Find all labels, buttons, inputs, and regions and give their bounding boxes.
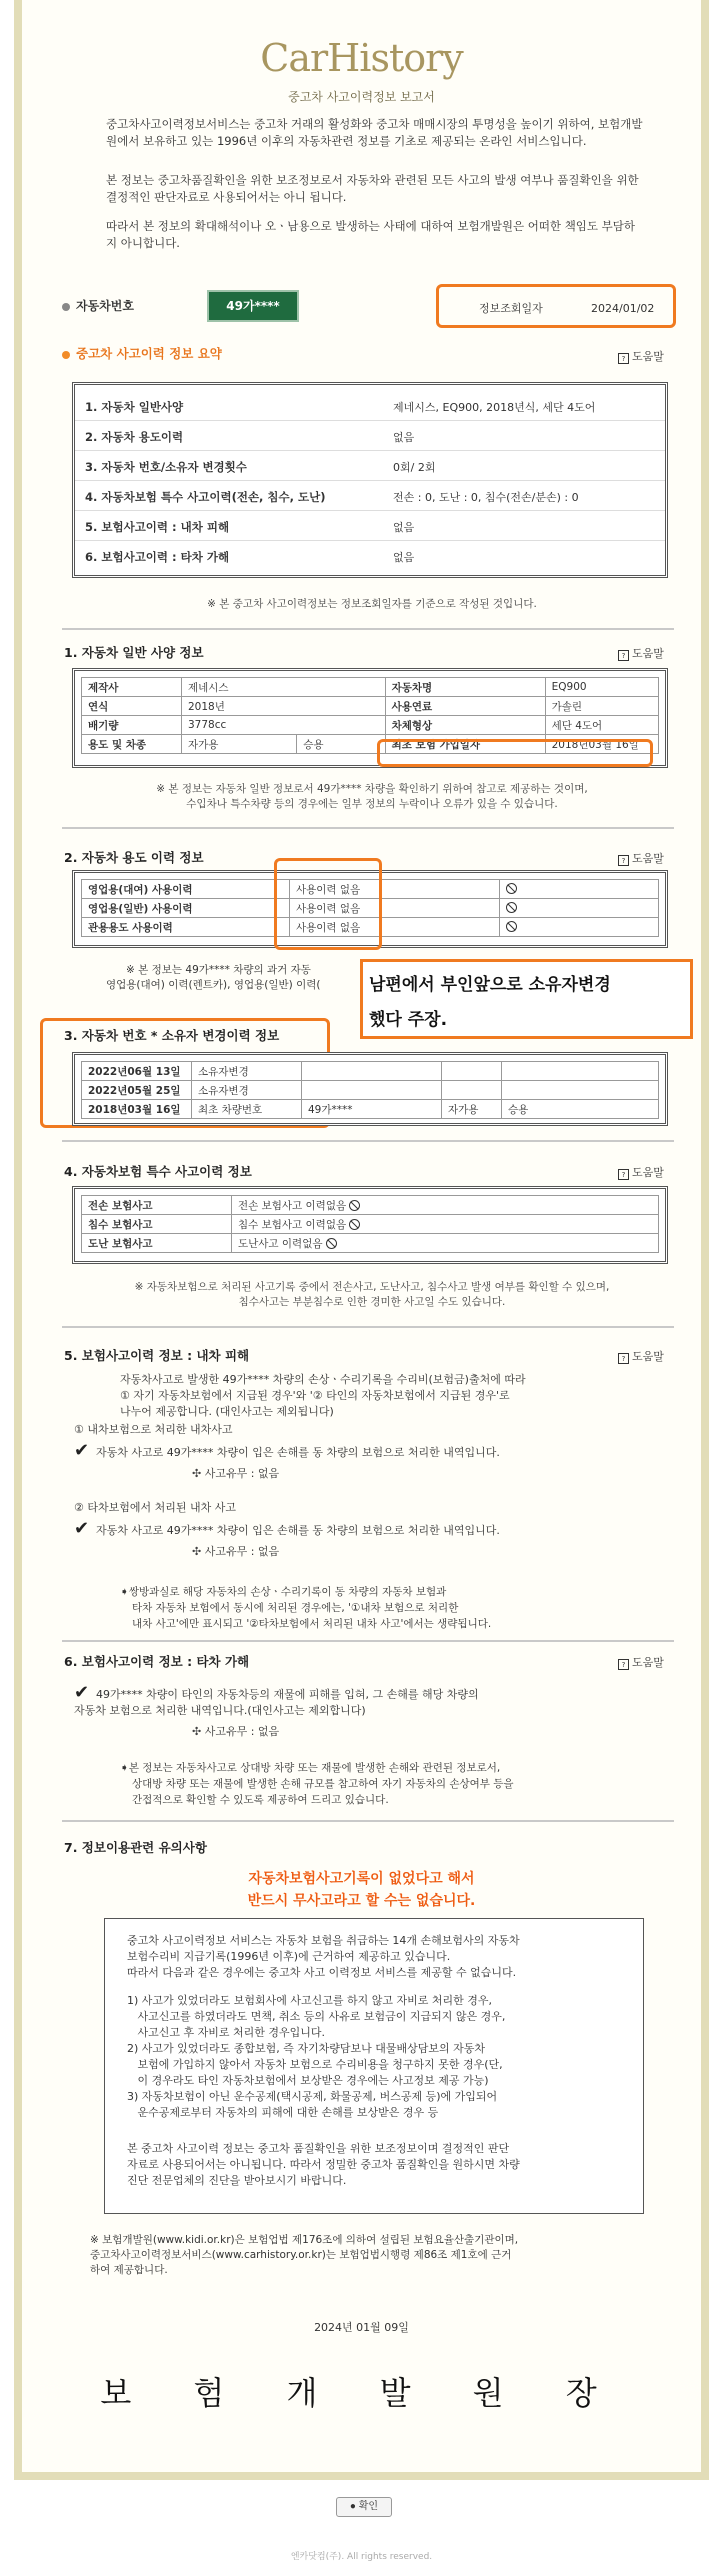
summary-title: 중고차 사고이력 정보 요약: [62, 346, 222, 362]
summary-box: [72, 382, 668, 578]
report-subtitle: 중고차 사고이력정보 보고서: [288, 90, 435, 104]
other-damage-foot-3: 간접적으로 확인할 수 있도록 제공하여 드리고 있습니다.: [132, 1794, 389, 1806]
table-row: 제작사 제네시스 자동차명 EQ900: [82, 678, 659, 697]
summary-row: 3. 자동차 번호/소유자 변경횟수 0회/ 2회: [75, 451, 665, 481]
handwritten-annotation-box: [360, 959, 693, 1039]
none-mark-icon: [349, 1219, 360, 1230]
caution-warning-1: 자동차보험사고기록이 없었다고 해서: [248, 1871, 475, 1887]
table-row: 침수 보험사고 침수 보험사고 이력없음: [82, 1215, 659, 1234]
usage-section-title: 2. 자동차 용도 이력 정보: [64, 850, 204, 865]
own-damage-desc-1: 자동차사고로 발생한 49가**** 차량의 손상ㆍ수리기록을 수리비(보험금)출처에 따라: [120, 1373, 526, 1386]
table-row: 배기량 3778cc 차체형상 세단 4도어: [82, 716, 659, 735]
help-icon: ?: [618, 1659, 629, 1670]
none-mark-icon: [326, 1238, 337, 1249]
table-row: 영업용(일반) 사용이력 사용이력 없음: [82, 899, 659, 918]
table-row: 연식 2018년 사용연료 가솔린: [82, 697, 659, 716]
own-damage-none-2: ✣ 사고유무 : 없음: [192, 1545, 280, 1558]
divider: [62, 1140, 674, 1142]
summary-row: 2. 자동차 용도이력 없음: [75, 421, 665, 451]
caution-text: 보험수리비 지급기록(1996년 이후)에 근거하여 제공하고 있습니다.: [127, 1950, 451, 1963]
caution-text: 보험에 가입하지 않아서 자동차 보험으로 수리비용을 청구하지 못한 경우(단,: [127, 2058, 503, 2071]
usage-note-1: ※ 본 정보는 49가**** 차량의 과거 자동: [126, 964, 311, 976]
table-row: 도난 보험사고 도난사고 이력없음: [82, 1234, 659, 1253]
confirm-button[interactable]: [336, 2497, 392, 2517]
footer-copyright: 엔카닷컴(주). All rights reserved.: [290, 2552, 433, 2562]
help-icon: ?: [618, 650, 629, 661]
usage-history-highlight: [274, 858, 382, 950]
inquiry-date-value: 2024/01/02: [591, 302, 655, 315]
spec-note-1: ※ 본 정보는 자동차 일반 정보로서 49가**** 차량을 확인하기 위하여 참고로 제공하는 것이며,: [156, 783, 588, 795]
caution-text: 본 중고차 사고이력 정보는 중고차 품질확인을 위한 보조정보이며 결정적인 판단: [127, 2142, 510, 2155]
help-link-special[interactable]: ? 도움말: [618, 1164, 664, 1180]
first-insurance-highlight: [377, 739, 653, 767]
annotation-line-2: 했다 주장.: [369, 1010, 448, 1030]
summary-note: ※ 본 중고차 사고이력정보는 정보조회일자를 기준으로 작성된 것입니다.: [207, 598, 537, 610]
caution-text: 3) 자동차보험이 아닌 운수공제(택시공제, 화물공제, 버스공제 등)에 가입되어: [127, 2090, 498, 2103]
cross-bullet-icon: ✣: [192, 1545, 205, 1558]
own-damage-desc-3: 나누어 제공합니다. (대인사고는 제외됩니다): [120, 1405, 334, 1418]
spec-section-title: 1. 자동차 일반 사양 정보: [64, 645, 204, 660]
other-damage-foot-1: ➧본 정보는 자동차사고로 상대방 차량 또는 재물에 발생한 손해와 관련된 정보로서,: [120, 1762, 501, 1774]
help-icon: ?: [618, 1169, 629, 1180]
other-damage-foot-2: 상대방 차량 또는 재물에 발생한 손해 규모를 참고하여 자기 자동차의 손상여부 등을: [132, 1778, 514, 1790]
other-damage-none: ✣ 사고유무 : 없음: [192, 1725, 280, 1738]
other-damage-check-1: 49가**** 차량이 타인의 자동차등의 재물에 피해를 입혀, 그 손해를 해당 차량의: [96, 1688, 479, 1701]
caution-warning-2: 반드시 무사고라고 할 수는 없습니다.: [247, 1893, 476, 1909]
special-table: [81, 1195, 659, 1253]
divider: [62, 827, 674, 829]
special-note-1: ※ 자동차보험으로 처리된 사고기록 중에서 전손사고, 도난사고, 침수사고 발생 여부를 확인할 수 있으며,: [134, 1281, 610, 1293]
caution-section-title: 7. 정보이용관련 유의사항: [64, 1840, 207, 1855]
legal-note-2: 중고차사고이력정보서비스(www.carhistory.or.kr)는 보험업법시행령 제86조 제1호에 근거: [90, 2249, 512, 2261]
carhistory-logo: CarHistory: [260, 36, 463, 80]
caution-box: [104, 1918, 644, 2214]
confirm-label: 확인: [358, 2501, 379, 2512]
owner-box: [72, 1052, 668, 1126]
help-link-usage[interactable]: ? 도움말: [618, 850, 664, 866]
table-row: 2018년03월 16일 최초 차량번호 49가**** 자가용 승용: [82, 1100, 659, 1119]
issuer-signature: 보 험 개 발 원 장: [100, 2374, 623, 2412]
inquiry-date-label: 정보조회일자: [479, 302, 543, 315]
help-link-summary[interactable]: ? 도움말: [618, 348, 664, 364]
bullet-dot-icon: [62, 303, 70, 311]
vehicle-number-label: 자동차번호: [62, 298, 134, 314]
caution-text: 중고차 사고이력정보 서비스는 자동차 보험을 취급하는 14개 손해보험사의 자동차: [127, 1934, 520, 1947]
cross-bullet-icon: ✣: [192, 1467, 205, 1480]
special-box: [72, 1186, 668, 1264]
other-damage-section-title: 6. 보험사고이력 정보 : 타차 가해: [64, 1654, 250, 1669]
bullet-dot-icon: [62, 351, 70, 359]
vehicle-plate: 49가****: [207, 290, 299, 322]
summary-row: 1. 자동차 일반사양 제네시스, EQ900, 2018년식, 세단 4도어: [75, 391, 665, 421]
table-row: 2022년05월 25일 소유자변경: [82, 1081, 659, 1100]
none-mark-icon: [506, 883, 517, 894]
owner-section-title: 3. 자동차 번호 * 소유자 변경이력 정보: [64, 1028, 280, 1043]
report-date: 2024년 01월 09일: [314, 2321, 409, 2334]
summary-row: 5. 보험사고이력 : 내차 피해 없음: [75, 511, 665, 541]
cross-bullet-icon: ✣: [192, 1725, 205, 1738]
own-damage-sub-1: ① 내차보험으로 처리한 내차사고: [74, 1423, 233, 1436]
divider: [62, 628, 674, 630]
circle-bullet-icon: ●: [349, 2501, 359, 2512]
help-link-other-damage[interactable]: ? 도움말: [618, 1654, 664, 1670]
divider: [62, 1640, 674, 1642]
intro-paragraph-1: 중고차사고이력정보서비스는 중고차 거래의 활성화와 중고차 매매시장의 투명성을 높이기 위하여, 보험개발원에서 보유하고 있는 1996년 이후의 자동차관련 정보를 기초로 제공되는 온라인 서비스입니다.: [106, 117, 643, 148]
own-damage-foot-1: ➧쌍방과실로 해당 자동차의 손상ㆍ수리기록이 동 차량의 자동차 보험과: [120, 1586, 447, 1598]
caution-text: 사고신고 후 자비로 처리한 경우입니다.: [127, 2026, 325, 2039]
own-damage-check-1: 자동차 사고로 49가**** 차량이 입은 손해를 동 차량의 보험으로 처리한 내역입니다.: [96, 1446, 500, 1459]
none-mark-icon: [506, 902, 517, 913]
help-link-own-damage[interactable]: ? 도움말: [618, 1348, 664, 1364]
own-damage-desc-2: ① 자기 자동차보험에서 지급된 경우'와 '② 타인의 자동차보험에서 지급된 경우'로: [120, 1389, 510, 1402]
help-link-spec[interactable]: ? 도움말: [618, 645, 664, 661]
summary-row: 6. 보험사고이력 : 타차 가해 없음: [85, 550, 415, 564]
divider: [62, 1326, 674, 1328]
spec-note-2: 수입차나 특수차량 등의 경우에는 일부 정보의 누락이나 오류가 있을 수 있습니다.: [186, 798, 558, 810]
help-icon: ?: [618, 855, 629, 866]
special-note-2: 침수사고는 부분침수로 인한 경미한 사고일 수도 있습니다.: [238, 1296, 506, 1308]
table-row: 용도 및 차종 자가용 승용 최초 보험 가입일자 2018년03월 16일: [82, 735, 659, 754]
caution-text: 사고신고를 하였더라도 면책, 취소 등의 사유로 보험금이 지급되지 않은 경우,: [127, 2010, 506, 2023]
own-damage-none-1: ✣ 사고유무 : 없음: [192, 1467, 280, 1480]
help-icon: ?: [618, 1353, 629, 1364]
report-page: [14, 0, 709, 2480]
checkmark-icon: ✔: [74, 1682, 90, 1703]
other-damage-check-2: 자동차 보험으로 처리한 내역입니다.(대인사고는 제외합니다): [74, 1704, 366, 1717]
owner-table: [81, 1061, 659, 1119]
checkmark-icon: ✔: [74, 1440, 90, 1461]
caution-text: 이 경우라도 타인 자동차보험에서 보상받은 경우에는 사고정보 제공 가능): [127, 2074, 489, 2087]
table-row: 영업용(대여) 사용이력 사용이력 없음: [82, 880, 659, 899]
inquiry-date-box: [436, 284, 676, 328]
caution-text: 따라서 다음과 같은 경우에는 중고차 사고 이력정보 서비스를 제공할 수 없습니다.: [127, 1966, 517, 1979]
table-row: 전손 보험사고 전손 보험사고 이력없음: [82, 1196, 659, 1215]
own-damage-check-2: 자동차 사고로 49가**** 차량이 입은 손해를 동 차량의 보험으로 처리한 내역입니다.: [96, 1524, 500, 1537]
own-damage-foot-2: 타차 자동차 보험에서 동시에 처리된 경우에는, '①내차 보험으로 처리한: [132, 1602, 459, 1614]
own-damage-foot-3: 내차 사고'에만 표시되고 '②타차보험에서 처리된 내차 사고'에서는 생략됩니다.: [132, 1618, 492, 1630]
intro-paragraph-2: 본 정보는 중고차품질확인을 위한 보조정보로서 자동차와 관련된 모든 사고의 발생 여부나 품질확인을 위한 결정적인 판단자료로 사용되어서는 아니 됩니다.: [106, 173, 639, 204]
help-icon: ?: [618, 353, 629, 364]
legal-note-3: 하여 제공합니다.: [90, 2264, 168, 2276]
intro-paragraph-3: 따라서 본 정보의 확대해석이나 오ㆍ남용으로 발생하는 사태에 대하여 보험개발원은 어떠한 책임도 부담하지 아니합니다.: [106, 219, 636, 250]
annotation-line-1: 남편에서 부인앞으로 소유자변경: [369, 975, 611, 995]
legal-note-1: ※ 보험개발원(www.kidi.or.kr)은 보험업법 제176조에 의하여 설립된 보험요율산출기관이며,: [90, 2234, 519, 2246]
table-row: 관용용도 사용이력 사용이력 없음: [82, 918, 659, 937]
usage-note-2: 영업용(대여) 이력(렌트카), 영업용(일반) 이력(: [106, 979, 321, 991]
caution-text: 2) 사고가 있었더라도 종합보험, 즉 자기차량담보나 대물배상담보의 자동차: [127, 2042, 486, 2055]
none-mark-icon: [506, 921, 517, 932]
arrow-bullet-icon: ➧: [120, 1762, 129, 1774]
caution-text: 운수공제로부터 자동차의 피해에 대한 손해를 보상받은 경우 등: [127, 2106, 439, 2119]
caution-text: 진단 전문업체의 진단을 받아보시기 바랍니다.: [127, 2174, 347, 2187]
summary-row: 4. 자동차보험 특수 사고이력(전손, 침수, 도난) 전손 : 0, 도난 : 0, 침수(전손/분손) : 0: [75, 481, 665, 511]
caution-text: 자료로 사용되어서는 아니됩니다. 따라서 정밀한 중고차 품질확인을 원하시면 차량: [127, 2158, 520, 2171]
own-damage-sub-2: ② 타차보험에서 처리된 내차 사고: [74, 1501, 236, 1514]
caution-text: 1) 사고가 있었더라도 보험회사에 사고신고를 하지 않고 자비로 처리한 경우,: [127, 1994, 493, 2007]
none-mark-icon: [349, 1200, 360, 1211]
checkmark-icon: ✔: [74, 1518, 90, 1539]
arrow-bullet-icon: ➧: [120, 1586, 129, 1598]
table-row: 2022년06월 13일 소유자변경: [82, 1062, 659, 1081]
divider: [62, 1820, 674, 1822]
special-section-title: 4. 자동차보험 특수 사고이력 정보: [64, 1164, 252, 1179]
own-damage-section-title: 5. 보험사고이력 정보 : 내차 피해: [64, 1348, 250, 1363]
